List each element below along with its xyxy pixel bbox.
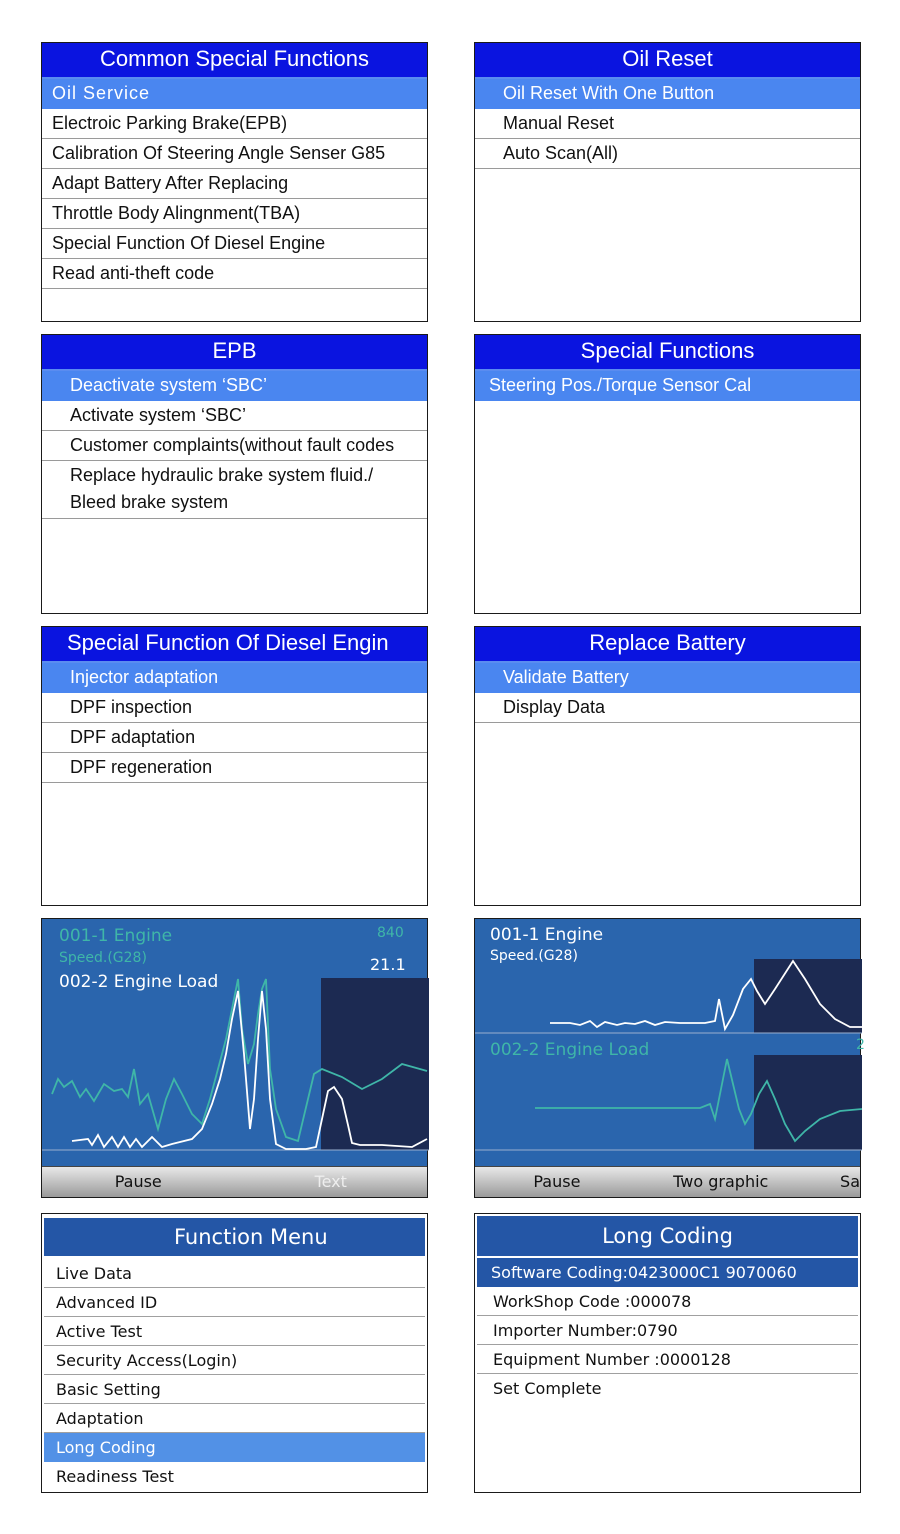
graph-dark-region <box>321 978 429 1150</box>
menu-item-line: Bleed brake system <box>70 492 229 512</box>
menu-item-security-access[interactable]: Security Access(Login) <box>44 1346 425 1375</box>
series-2-name: 002-2 Engine Load <box>59 972 219 992</box>
series-1-unit: Speed.(G28) <box>490 948 578 964</box>
pause-button[interactable]: Pause <box>533 1172 581 1191</box>
diesel-functions-panel <box>41 626 428 906</box>
menu-item-customer-complaints[interactable]: Customer complaints(without fault codes <box>42 431 427 461</box>
menu-item-dpf-regeneration[interactable]: DPF regeneration <box>42 753 427 783</box>
coding-row-importer[interactable]: Importer Number:0790 <box>477 1316 858 1345</box>
menu-item-throttle-body[interactable]: Throttle Body Alingnment(TBA) <box>42 199 427 229</box>
panel-title: Special Functions <box>475 335 860 371</box>
series-2-name: 002-2 Engine Load <box>490 1040 650 1060</box>
menu-item-readiness-test[interactable]: Readiness Test <box>56 1467 174 1486</box>
menu-item-validate-battery[interactable]: Validate Battery <box>475 663 860 693</box>
two-graphic-button[interactable]: Two graphic <box>673 1172 769 1191</box>
menu-item-adapt-battery[interactable]: Adapt Battery After Replacing <box>42 169 427 199</box>
menu-item-activate-sbc[interactable]: Activate system ‘SBC’ <box>42 401 427 431</box>
series-2-value: 21.1 <box>370 955 406 974</box>
series-1-name: 001-1 Engine <box>490 925 604 945</box>
menu-item-auto-scan[interactable]: Auto Scan(All) <box>475 139 860 169</box>
menu-item-live-data[interactable]: Live Data <box>44 1259 425 1288</box>
common-special-functions-panel <box>41 42 428 322</box>
series-2-value: 2 <box>856 1037 865 1053</box>
coding-row-workshop[interactable]: WorkShop Code :000078 <box>477 1287 858 1316</box>
graph-button-bar <box>475 1166 860 1197</box>
menu-item-replace-brake-fluid[interactable] <box>42 461 427 519</box>
text-button[interactable]: Text <box>314 1172 347 1191</box>
coding-list <box>477 1258 858 1403</box>
menu-item-basic-setting[interactable]: Basic Setting <box>44 1375 425 1404</box>
series-1-name: 001-1 Engine <box>59 926 173 946</box>
menu-item-adaptation[interactable]: Adaptation <box>44 1404 425 1433</box>
menu-list <box>44 1256 425 1491</box>
menu-item-injector-adaptation[interactable]: Injector adaptation <box>42 663 427 693</box>
menu-item-deactivate-sbc[interactable]: Deactivate system ‘SBC’ <box>42 371 427 401</box>
menu-item-active-test[interactable]: Active Test <box>44 1317 425 1346</box>
coding-row-equipment[interactable]: Equipment Number :0000128 <box>477 1345 858 1374</box>
menu-item-manual-reset[interactable]: Manual Reset <box>475 109 860 139</box>
special-functions-panel <box>474 334 861 614</box>
epb-panel <box>41 334 428 614</box>
long-coding-panel <box>474 1213 861 1493</box>
menu-item-steering-torque-cal[interactable]: Steering Pos./Torque Sensor Cal <box>475 371 860 401</box>
panel-title: Oil Reset <box>475 43 860 79</box>
panel-title: Common Special Functions <box>42 43 427 79</box>
series-1-value: 840 <box>377 925 404 941</box>
replace-battery-panel <box>474 626 861 906</box>
menu-item-advanced-id[interactable]: Advanced ID <box>44 1288 425 1317</box>
save-button[interactable]: Sa <box>840 1172 860 1191</box>
graph-button-bar <box>42 1166 427 1197</box>
menu-item-line: Replace hydraulic brake system fluid./ <box>70 465 374 485</box>
live-data-graph-two-panel <box>474 918 865 1198</box>
menu-item-display-data[interactable]: Display Data <box>475 693 860 723</box>
menu-item-long-coding[interactable]: Long Coding <box>44 1433 425 1462</box>
menu-item-epb[interactable]: Electroic Parking Brake(EPB) <box>42 109 427 139</box>
coding-row-software[interactable]: Software Coding:0423000C1 9070060 <box>477 1258 858 1287</box>
function-menu-panel <box>41 1213 428 1493</box>
menu-item-dpf-inspection[interactable]: DPF inspection <box>42 693 427 723</box>
menu-item-oil-reset-one-button[interactable]: Oil Reset With One Button <box>475 79 860 109</box>
live-data-graph-text-panel <box>41 918 428 1198</box>
menu-item-oil-service[interactable]: Oil Service <box>42 79 427 109</box>
graph-dark-region-bottom <box>754 1055 862 1150</box>
menu-item-diesel-engine[interactable]: Special Function Of Diesel Engine <box>42 229 427 259</box>
pause-button[interactable]: Pause <box>114 1172 162 1191</box>
panel-title: Special Function Of Diesel Engin <box>42 627 427 663</box>
panel-title: Function Menu <box>44 1218 425 1256</box>
panel-title: EPB <box>42 335 427 371</box>
coding-row-set-complete[interactable]: Set Complete <box>493 1379 602 1398</box>
series-1-unit: Speed.(G28) <box>59 950 147 966</box>
panel-title: Long Coding <box>477 1216 858 1258</box>
menu-item-steering-calibration[interactable]: Calibration Of Steering Angle Senser G85 <box>42 139 427 169</box>
oil-reset-panel <box>474 42 861 322</box>
panel-title: Replace Battery <box>475 627 860 663</box>
menu-item-dpf-adaptation[interactable]: DPF adaptation <box>42 723 427 753</box>
menu-item-anti-theft[interactable]: Read anti-theft code <box>42 259 427 289</box>
